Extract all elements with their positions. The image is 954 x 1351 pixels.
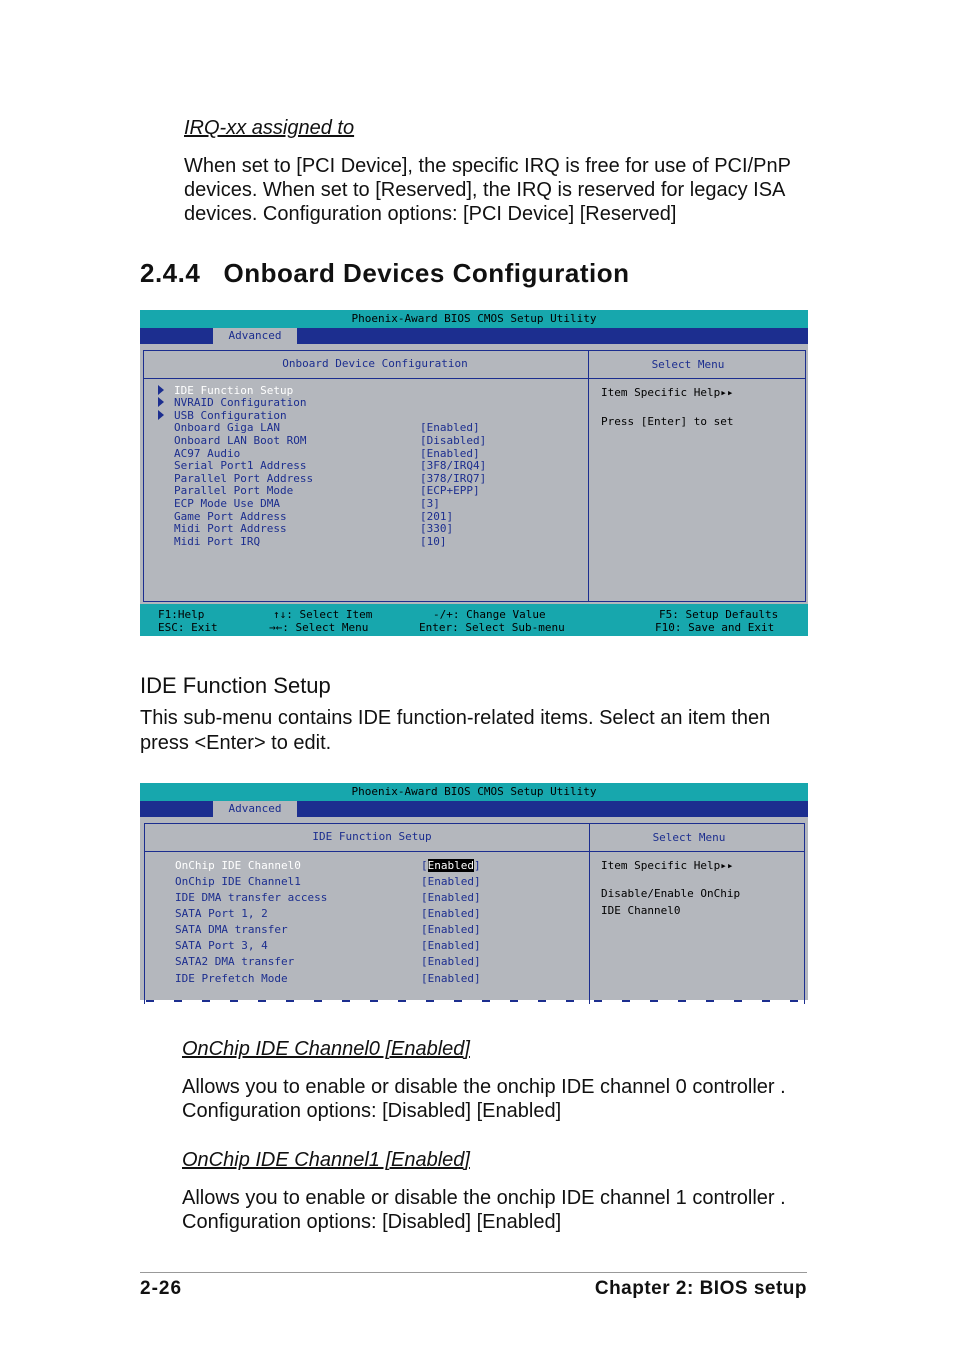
- tab-advanced[interactable]: Advanced: [213, 801, 297, 817]
- menu-item-onchip-ide-channel0[interactable]: OnChip IDE Channel0: [175, 859, 301, 872]
- double-arrow-icon: ▸▸: [720, 859, 734, 872]
- help-title: [601, 386, 733, 399]
- footer-select-submenu: Enter: Select Sub-menu: [419, 621, 565, 634]
- menu-item-sata-port-3-4[interactable]: SATA Port 3, 4: [175, 939, 268, 952]
- right-header-label: Select Menu: [652, 831, 726, 844]
- bios-menubar: [140, 328, 808, 344]
- item-value[interactable]: [ECP+EPP]: [420, 484, 480, 497]
- help-text: Press [Enter] to set: [601, 415, 734, 428]
- item-value[interactable]: [Disabled]: [420, 434, 487, 447]
- ide-section-heading: IDE Function Setup: [140, 673, 331, 698]
- ch0-line: Allows you to enable or disable the onchip IDE channel 0 controller .: [182, 1076, 786, 1098]
- chapter-title: Chapter 2: BIOS setup: [594, 1278, 807, 1299]
- bios-menubar: [140, 801, 808, 817]
- menu-item-ide-function-setup[interactable]: IDE Function Setup: [174, 384, 294, 397]
- menu-item-ide-prefetch-mode[interactable]: IDE Prefetch Mode: [175, 972, 288, 985]
- bios-title: Phoenix-Award BIOS CMOS Setup Utility: [140, 783, 808, 801]
- menu-item-ecp-mode-use-dma[interactable]: ECP Mode Use DMA: [174, 497, 280, 510]
- irq-paragraph: [184, 154, 791, 226]
- ch1-paragraph: [182, 1186, 786, 1234]
- item-value[interactable]: [Enabled]: [421, 955, 481, 968]
- help-title-text: Item Specific Help: [601, 386, 721, 399]
- menu-item-onboard-lan-boot-rom[interactable]: Onboard LAN Boot ROM: [174, 434, 307, 447]
- ide-section-line: This sub-menu contains IDE function-related items. Select an item then: [140, 707, 771, 729]
- footer-esc-exit: ESC: Exit: [158, 621, 218, 634]
- ch0-paragraph: [182, 1075, 786, 1123]
- left-header-label: IDE Function Setup: [312, 830, 432, 843]
- footer-setup-defaults: F5: Setup Defaults: [659, 608, 779, 621]
- footer-rule: [140, 1272, 807, 1273]
- menu-item-nvraid-configuration[interactable]: NVRAID Configuration: [174, 396, 307, 409]
- ch1-line: Allows you to enable or disable the onchip IDE channel 1 controller .: [182, 1187, 786, 1209]
- menu-item-usb-configuration[interactable]: USB Configuration: [174, 409, 287, 422]
- selected-value-highlight: Enabled: [427, 859, 474, 872]
- item-value[interactable]: [3F8/IRQ4]: [420, 459, 487, 472]
- menu-item-game-port-address[interactable]: Game Port Address: [174, 510, 287, 523]
- item-value[interactable]: [Enabled]: [421, 907, 481, 920]
- item-value[interactable]: [Enabled]: [420, 421, 480, 434]
- item-value[interactable]: [Enabled]: [421, 923, 481, 936]
- item-value[interactable]: [378/IRQ7]: [420, 472, 487, 485]
- double-arrow-icon: ▸▸: [720, 386, 734, 399]
- submenu-arrow-icon: [158, 385, 164, 395]
- right-header-label: Select Menu: [651, 358, 725, 371]
- irq-line: When set to [PCI Device], the specific IRQ is free for use of PCI/PnP: [184, 155, 791, 177]
- submenu-arrow-icon: [158, 410, 164, 420]
- item-value-selected[interactable]: [Enabled]: [421, 859, 481, 872]
- ide-section-line: press <Enter> to edit.: [140, 732, 332, 754]
- bios-title: Phoenix-Award BIOS CMOS Setup Utility: [140, 310, 808, 328]
- item-value[interactable]: [330]: [420, 522, 454, 535]
- screenshot-cut-edge: [146, 1000, 808, 1002]
- help-line: Disable/Enable OnChip: [601, 887, 741, 900]
- item-value[interactable]: [Enabled]: [421, 939, 481, 952]
- menu-item-parallel-port-mode[interactable]: Parallel Port Mode: [174, 484, 294, 497]
- section-heading: 2.4.4 Onboard Devices Configuration: [140, 258, 630, 288]
- item-value[interactable]: [10]: [420, 535, 447, 548]
- footer-select-menu: →←: Select Menu: [269, 621, 369, 634]
- submenu-arrow-icon: [158, 397, 164, 407]
- tab-advanced[interactable]: Advanced: [213, 328, 297, 344]
- item-value[interactable]: [3]: [420, 497, 440, 510]
- bios-screen-ide: [140, 783, 808, 1000]
- menu-item-onchip-ide-channel1[interactable]: OnChip IDE Channel1: [175, 875, 301, 888]
- menu-item-ide-dma-transfer-access[interactable]: IDE DMA transfer access: [175, 891, 328, 904]
- footer-select-item: ↑↓: Select Item: [273, 608, 373, 621]
- menu-item-sata2-dma-transfer[interactable]: SATA2 DMA transfer: [175, 955, 295, 968]
- left-header-label: Onboard Device Configuration: [282, 357, 468, 370]
- menu-item-parallel-port-address[interactable]: Parallel Port Address: [174, 472, 314, 485]
- bios-screen-onboard: [140, 310, 808, 636]
- help-line: IDE Channel0: [601, 904, 681, 917]
- help-title-text: Item Specific Help: [601, 859, 721, 872]
- help-title: [601, 859, 733, 872]
- ide-section-paragraph: [140, 706, 770, 756]
- footer-save-exit: F10: Save and Exit: [655, 621, 775, 634]
- item-value[interactable]: [Enabled]: [421, 972, 481, 985]
- menu-item-sata-dma-transfer[interactable]: SATA DMA transfer: [175, 923, 288, 936]
- ch0-subheading: OnChip IDE Channel0 [Enabled]: [182, 1038, 470, 1060]
- menu-item-sata-port-1-2[interactable]: SATA Port 1, 2: [175, 907, 268, 920]
- ch0-line: Configuration options: [Disabled] [Enabled]: [182, 1100, 562, 1122]
- menu-item-midi-port-address[interactable]: Midi Port Address: [174, 522, 287, 535]
- ch1-subheading: OnChip IDE Channel1 [Enabled]: [182, 1149, 470, 1171]
- item-value[interactable]: [Enabled]: [420, 447, 480, 460]
- item-value[interactable]: [Enabled]: [421, 891, 481, 904]
- menu-item-midi-port-irq[interactable]: Midi Port IRQ: [174, 535, 261, 548]
- footer-f1-help: F1:Help: [158, 608, 205, 621]
- item-value[interactable]: [Enabled]: [421, 875, 481, 888]
- irq-subheading: IRQ-xx assigned to: [184, 117, 355, 139]
- irq-line: devices. Configuration options: [PCI Device] [Reserved]: [184, 203, 677, 225]
- menu-item-onboard-giga-lan[interactable]: Onboard Giga LAN: [174, 421, 280, 434]
- irq-line: devices. When set to [Reserved], the IRQ is reserved for legacy ISA: [184, 179, 786, 201]
- bios-footer: [140, 604, 808, 636]
- menu-item-serial-port1-address[interactable]: Serial Port1 Address: [174, 459, 307, 472]
- menu-item-ac97-audio[interactable]: AC97 Audio: [174, 447, 241, 460]
- ch1-line: Configuration options: [Disabled] [Enabled]: [182, 1211, 562, 1233]
- footer-change-value: -/+: Change Value: [433, 608, 546, 621]
- page-number: 2-26: [140, 1278, 183, 1299]
- item-value[interactable]: [201]: [420, 510, 454, 523]
